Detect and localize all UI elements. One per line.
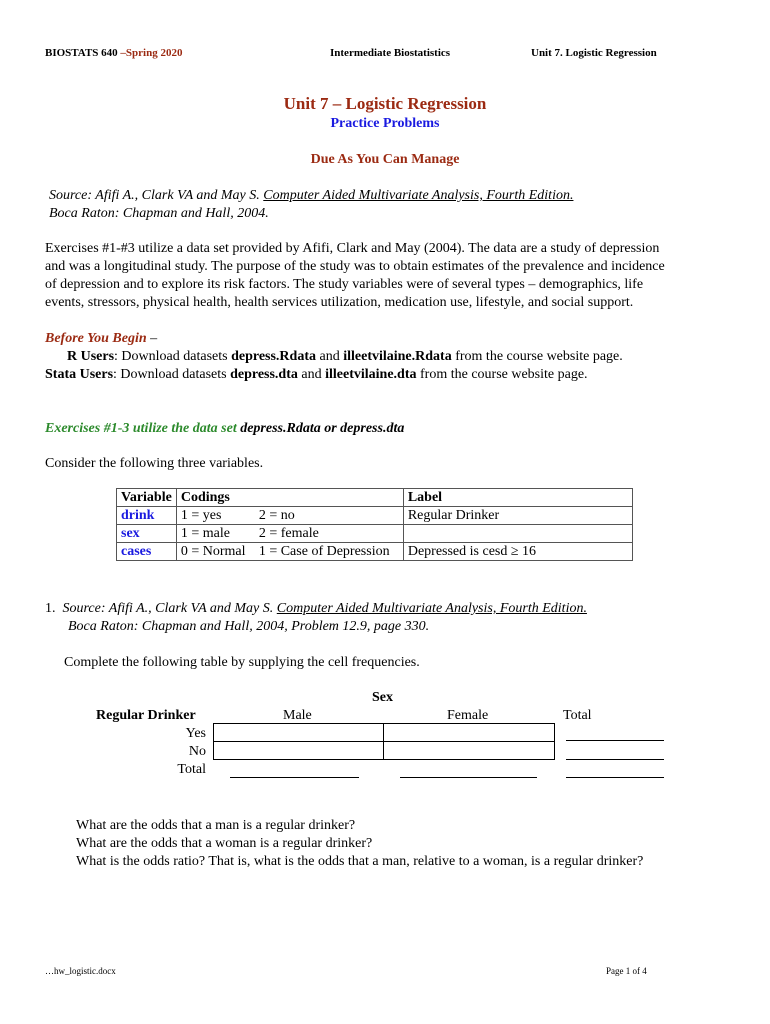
r-file-depress: depress.Rdata — [231, 349, 316, 364]
q1-source-line — [45, 600, 587, 618]
var-name: cases — [117, 543, 177, 561]
r-users-text: : Download datasets — [114, 349, 232, 364]
r-file-illeet: illeetvilaine.Rdata — [343, 349, 452, 364]
question-odds-ratio: What is the odds ratio? That is, what is the odds that a man, relative to a woman, is a regular drinker? — [76, 854, 644, 869]
stata-file-depress: depress.dta — [230, 367, 298, 382]
due-note: Due As You Can Manage — [310, 152, 460, 167]
var-label — [403, 525, 632, 543]
header-codings: Codings — [176, 489, 403, 507]
before-heading — [45, 330, 157, 348]
table-header-row — [117, 489, 633, 507]
stata-and: and — [297, 367, 326, 382]
coding-1: 1 = male — [176, 525, 255, 543]
stata-users-label: Stata Users — [45, 367, 114, 382]
q1-number: 1. — [45, 601, 56, 616]
r-users-label: R Users — [67, 349, 115, 364]
variables-table — [116, 488, 633, 561]
row-total: Total — [177, 762, 206, 777]
r-post: from the course website page. — [451, 349, 623, 364]
intro-line: and was a longitudinal study. The purpose of the study was to obtain estimates of the prevalence and incidence — [45, 259, 665, 274]
question-odds-woman: What are the odds that a woman is a regular drinker? — [76, 836, 373, 851]
source-line — [49, 187, 573, 205]
page-title: Unit 7 – Logistic Regression — [283, 94, 487, 113]
before-dash: – — [146, 331, 158, 346]
row-header-drinker: Regular Drinker — [96, 708, 196, 723]
q1-instruction: Complete the following table by supplying the cell frequencies. — [64, 655, 420, 670]
blank-no-total[interactable] — [566, 759, 664, 760]
var-label: Regular Drinker — [403, 507, 632, 525]
stata-users-line — [45, 366, 588, 384]
cell-no-female[interactable] — [383, 741, 555, 760]
exercise-file-stata: depress.dta — [340, 421, 405, 436]
stata-post: from the course website page. — [416, 367, 588, 382]
blank-yes-total[interactable] — [566, 740, 664, 741]
var-name: sex — [117, 525, 177, 543]
table-row — [117, 543, 633, 561]
header-variable: Variable — [117, 489, 177, 507]
cell-yes-female[interactable] — [383, 723, 555, 742]
course-code: BIOSTATS 640 — [45, 47, 118, 59]
source-book: Computer Aided Multivariate Analysis, Fourth Edition. — [263, 188, 574, 203]
before-title: Before You Begin — [45, 331, 147, 346]
stata-file-illeet: illeetvilaine.dta — [325, 367, 417, 382]
cell-no-male[interactable] — [213, 741, 384, 760]
page-subtitle: Practice Problems — [330, 116, 440, 131]
blank-total-male[interactable] — [230, 777, 359, 778]
footer-filename: …hw_logistic.docx — [45, 966, 116, 976]
footer-page: Page 1 of 4 — [606, 966, 647, 976]
row-no: No — [188, 744, 206, 759]
header-course — [45, 47, 182, 59]
table-row — [117, 525, 633, 543]
stata-users-text: : Download datasets — [113, 367, 231, 382]
col-male: Male — [283, 708, 312, 723]
exercise-or: or — [320, 421, 341, 436]
cell-yes-male[interactable] — [213, 723, 384, 742]
coding-2: 1 = Case of Depression — [255, 543, 404, 561]
question-odds-man: What are the odds that a man is a regular drinker? — [76, 818, 356, 833]
q1-reference: Boca Raton: Chapman and Hall, 2004, Problem 12.9, page 330. — [68, 619, 430, 634]
header-center: Intermediate Biostatistics — [330, 47, 451, 59]
col-female: Female — [447, 708, 489, 723]
col-total: Total — [563, 708, 592, 723]
blank-total-female[interactable] — [400, 777, 537, 778]
source-publisher: Boca Raton: Chapman and Hall, 2004. — [49, 206, 269, 221]
intro-line: of depression and to explore its risk factors. The study variables were of several types – demographics, life — [45, 277, 644, 292]
exercise-heading — [45, 420, 404, 438]
table-top-sex: Sex — [372, 690, 393, 705]
consider-text: Consider the following three variables. — [45, 456, 264, 471]
coding-2: 2 = no — [255, 507, 404, 525]
intro-line: Exercises #1-#3 utilize a data set provided by Afifi, Clark and May (2004). The data are a study of depression — [45, 241, 660, 256]
intro-line: events, stressors, physical health, health services utilization, medication use, lifestyle, and social support. — [45, 295, 634, 310]
exercise-file-r: depress.Rdata — [240, 421, 321, 436]
q1-authors: Source: Afifi A., Clark VA and May S. — [62, 601, 277, 616]
header-label: Label — [403, 489, 632, 507]
r-and: and — [316, 349, 344, 364]
blank-grand-total[interactable] — [566, 777, 664, 778]
source-authors: Source: Afifi A., Clark VA and May S. — [49, 188, 264, 203]
course-term: –Spring 2020 — [120, 47, 183, 59]
coding-1: 0 = Normal — [176, 543, 255, 561]
r-users-line — [67, 348, 623, 366]
header-right: Unit 7. Logistic Regression — [531, 47, 657, 59]
coding-2: 2 = female — [255, 525, 404, 543]
var-name: drink — [117, 507, 177, 525]
var-label: Depressed is cesd ≥ 16 — [403, 543, 632, 561]
q1-book: Computer Aided Multivariate Analysis, Fourth Edition. — [276, 601, 587, 616]
row-yes: Yes — [185, 726, 206, 741]
exercise-heading-text: Exercises #1-3 utilize the data set — [45, 421, 241, 436]
table-row — [117, 507, 633, 525]
coding-1: 1 = yes — [176, 507, 255, 525]
